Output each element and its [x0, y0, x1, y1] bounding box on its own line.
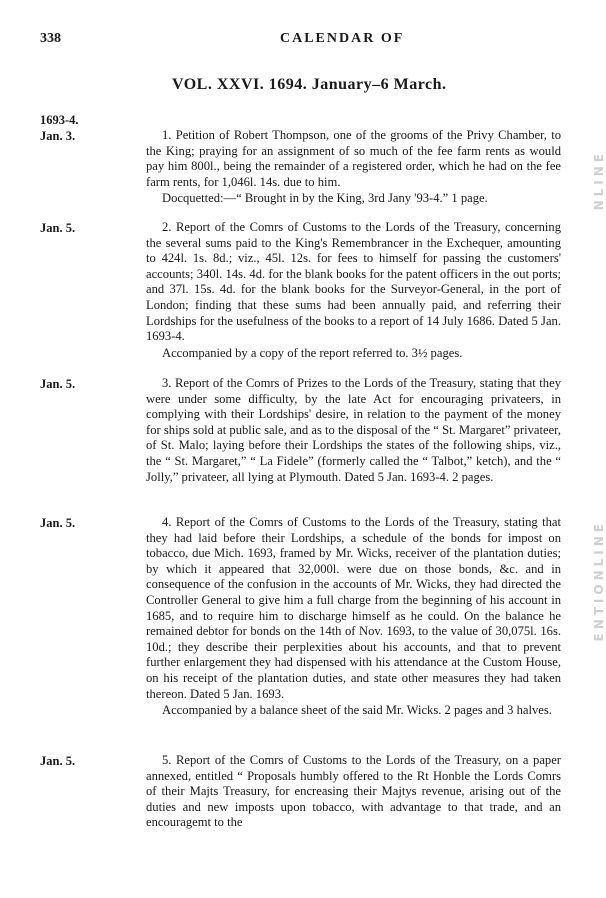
entry-date: Jan. 5.	[40, 377, 76, 391]
entry-4	[146, 515, 561, 719]
entry-3	[146, 376, 561, 485]
year-label: 1693-4.	[40, 113, 79, 127]
entry-text: 3. Report of the Comrs of Prizes to the Lords of the Treasury, stating that they were under some difficulty, by the late Act for encouraging privateers, in complying with their Lordships' desire, in relation to the payment of the money for ships sold at public sale, and as to the disposal of the “ St. Margaret” privateer, of St. Malo; laying before their Lordships the states of the following ships, viz., the “ St. Margaret,” “ La Fidele” (formerly called the “ Talbot,” ketch), and the “ Jolly,” privateer, all lying at Plymouth. Dated 5 Jan. 1693-4. 2 pages.	[146, 376, 561, 484]
page-number: 338	[40, 31, 61, 46]
entry-2	[146, 220, 561, 361]
entry-5	[146, 753, 561, 831]
entry-1	[146, 128, 561, 207]
entry-text: 2. Report of the Comrs of Customs to the Lords of the Treasury, concerning the several sums paid to the King's Remembrancer in the Exchequer, amounting to 424l. 1s. 8d.; viz., 45l. 12s. for fees to himself for passing the customers' accounts; 340l. 14s. 4d. for the blank books for the patent officers in the out ports; and 37l. 15s. 4d. for the blank books for the Surveyor-General, in the port of London; finding that these sums had been annually paid, and referring their Lordships for the usefulness of the books to a report of 14 July 1686. Dated 5 Jan. 1693-4.	[146, 220, 561, 344]
entry-date: Jan. 5.	[40, 516, 76, 530]
entry-note: Accompanied by a balance sheet of the said Mr. Wicks. 2 pages and 3 halves.	[162, 703, 552, 718]
running-title: CALENDAR OF	[280, 31, 405, 46]
watermark-top: NLINE	[592, 150, 606, 211]
entry-note: Docquetted:—“ Brought in by the King, 3rd Jany '93-4.” 1 page.	[162, 191, 488, 206]
watermark-bottom: ENTIONLINE	[592, 520, 606, 642]
entry-date: Jan. 3.	[40, 129, 76, 143]
entry-note: Accompanied by a copy of the report referred to. 3½ pages.	[162, 345, 463, 360]
entry-text: 4. Report of the Comrs of Customs to the Lords of the Treasury, stating that they had laid before their Lordships, a schedule of the bonds for impost on tobacco, due Mich. 1693, framed by Mr. Wicks, receiver of the plantation duties; by which it appeared that 32,000l. were due on those bonds, &c. and in consequence of the confusion in the accounts of Mr. Wicks, they had directed the Controller General to give him a full charge from the beginning of his account in 1685, and to require him to discharge himself as he could. On the balance he remained debtor for bonds on the 14th of Nov. 1693, to the value of 30,075l. 16s. 10d.; they describe their perplexities about his accounts, and that to prevent further enlargement they had dispensed with his attendance at the Custom House, on his receipt of the plantation duties, and state other measures they had taken thereon. Dated 5 Jan. 1693.	[146, 515, 561, 701]
entry-date: Jan. 5.	[40, 754, 76, 768]
entry-text: 5. Report of the Comrs of Customs to the Lords of the Treasury, on a paper annexed, entitled “ Proposals humbly offered to the Rt Honble the Lords Comrs of their Majts Treasury, for encreasing their Majtys revenue, arising out of the duties and new imposts upon tobacco, with advantage to that trade, and an encouragemt to the	[146, 753, 561, 830]
volume-heading: VOL. XXVI. 1694. January–6 March.	[172, 76, 447, 93]
entry-date: Jan. 5.	[40, 221, 76, 235]
entry-text: 1. Petition of Robert Thompson, one of the grooms of the Privy Chamber, to the King; praying for an assignment of so much of the fee farm rents as would pay him 800l., being the remainder of a registered order, which he had on the fee farm rents, for 1,046l. 14s. due to him.	[146, 128, 561, 189]
